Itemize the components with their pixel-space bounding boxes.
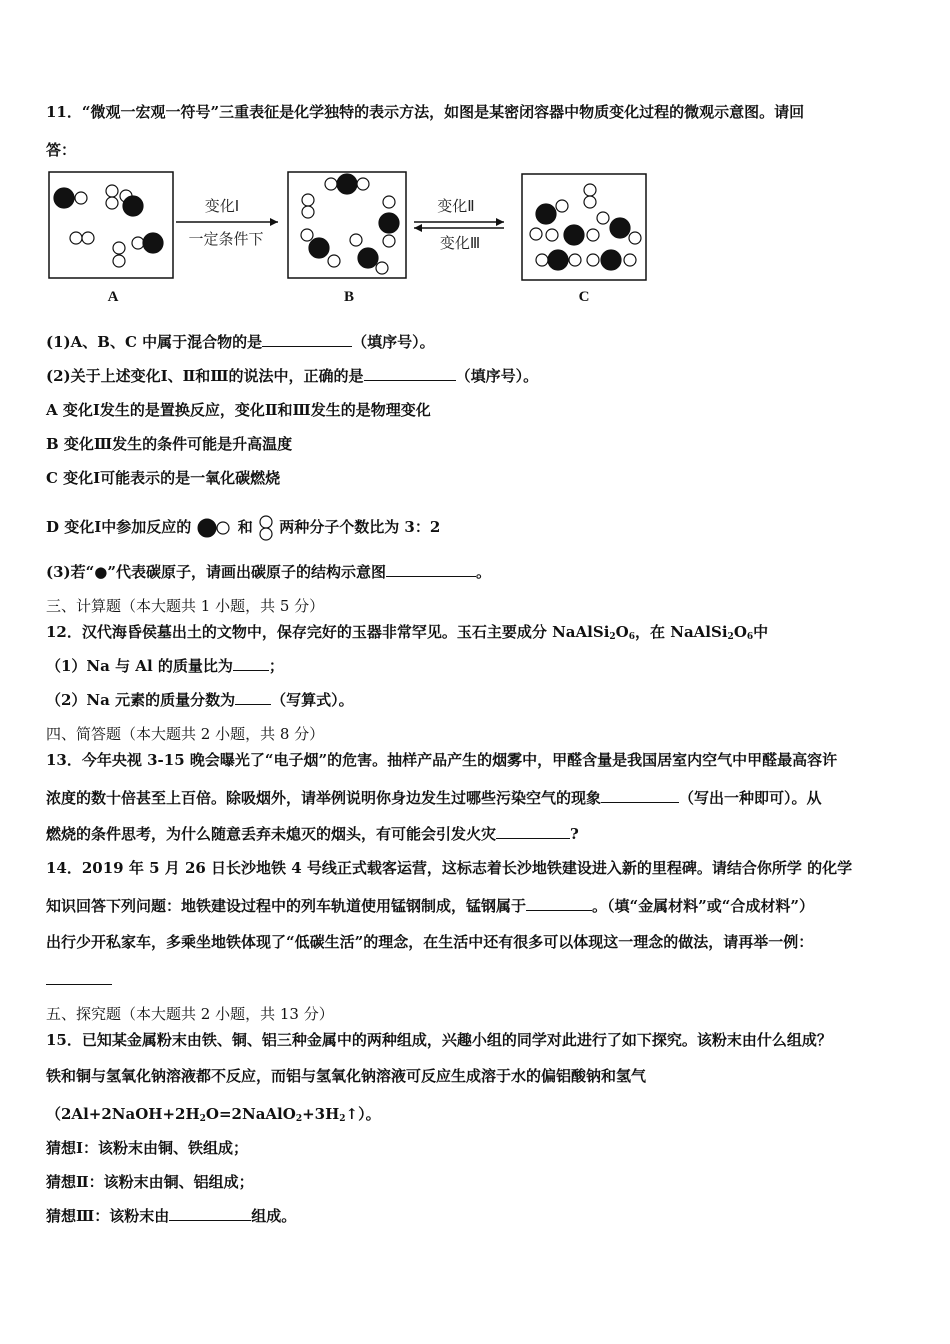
q15-guess3-blank[interactable] (169, 1206, 251, 1221)
q14-blank1[interactable] (526, 896, 592, 911)
q12-part1-pre: （1）Na 与 Al 的质量比为 (46, 657, 233, 675)
q13-blank1[interactable] (601, 788, 679, 803)
q15-eq-sub2: 2 (295, 1114, 303, 1124)
q14-line2-pre: 知识回答下列问题：地铁建设过程中的列车轨道使用锰钢制成，锰钢属于 (46, 897, 527, 915)
q14-line3: 出行少开私家车，多乘坐地铁体现了“低碳生活”的理念，在生活中还有很多可以体现这一理念的做法，请再举一例： (46, 933, 814, 951)
q14-line2 (46, 896, 814, 916)
q12-part1-blank[interactable] (233, 656, 269, 671)
q12-stem-3: 中 (753, 623, 769, 641)
q12-part2-pre: （2）Na 元素的质量分数为 (46, 691, 236, 709)
q13-line3-post: ? (570, 825, 579, 843)
q11-sub3 (46, 562, 491, 582)
q11-option-d-mid: 和 (237, 518, 253, 536)
q13-line3 (46, 824, 579, 844)
q11-sub2-post: （填序号）。 (455, 367, 539, 385)
q11-sub3-post: 。 (475, 563, 491, 581)
q12-sub-6a: 6 (628, 632, 636, 642)
q13-line2-post: （写出一种即可）。从 (679, 789, 822, 807)
q14-line1: 14．2019 年 5 月 26 日长沙地铁 4 号线正式载客运营，这标志着长沙地铁建设进入新的里程碑。请结合你所学 的化学 (46, 859, 853, 877)
q12-sub-2b: 2 (727, 632, 734, 642)
q15-line2: 铁和铜与氢氧化钠溶液都不反应，而铝与氢氧化钠溶液可反应生成溶于水的偏铝酸钠和氢气 (46, 1067, 647, 1085)
q13-line1: 13．今年央视 3-15 晚会曝光了“电子烟”的危害。抽样产品产生的烟雾中，甲醛含量是我国居室内空气中甲醛最高容许 (46, 751, 838, 769)
o2-molecule-icon (258, 514, 274, 542)
q11-option-d-pre: D 变化Ⅰ中参加反应的 (46, 518, 192, 536)
q11-sub1 (46, 332, 435, 352)
q15-eq-1: （2Al+2NaOH+2H (46, 1105, 200, 1123)
q11-option-a: A 变化Ⅰ发生的是置换反应，变化Ⅱ和Ⅲ发生的是物理变化 (46, 401, 431, 419)
q11-option-c: C 变化Ⅰ可能表示的是一氧化碳燃烧 (46, 469, 281, 487)
arrow1-top-label: 变化Ⅰ (204, 197, 240, 215)
q11-intro-cont-text: 答： (46, 141, 77, 159)
q15-line1: 15．已知某金属粉末由铁、铜、铝三种金属中的两种组成，兴趣小组的同学对此进行了如下探究。该粉末由什么组成？ (46, 1031, 832, 1049)
molecule-diagram (46, 168, 676, 308)
q12-sub-6b: 6 (746, 632, 754, 642)
section-3-title: 三、计算题（本大题共 1 小题，共 5 分） (46, 597, 325, 615)
q14-line4 (46, 970, 112, 990)
q11-sub1-blank[interactable] (262, 332, 352, 347)
arrow1-bottom-label: 一定条件下 (188, 230, 264, 248)
q15-guess2: 猜想Ⅱ：该粉末由铜、铝组成； (46, 1173, 254, 1191)
box-c-molecules (530, 184, 641, 270)
q14-line2-post: 。（填“金属材料”或“合成材料”） (592, 897, 815, 915)
q15-eq-sub3: 2 (339, 1114, 346, 1124)
box-a-molecules (54, 185, 163, 267)
box-c-label: C (578, 289, 590, 305)
q15-equation (46, 1104, 381, 1129)
q11-sub3-blank[interactable] (386, 562, 476, 577)
q12-part2 (46, 690, 354, 710)
arrow2-top-label: 变化Ⅱ (437, 197, 475, 215)
q11-sub1-post: （填序号）。 (352, 333, 435, 351)
q12-stem-1: 12．汉代海昏侯墓出土的文物中，保存完好的玉器非常罕见。玉石主要成分 NaAlSi (46, 623, 610, 641)
q12-o-b: O (733, 623, 747, 641)
q12-part1 (46, 656, 284, 676)
box-a-label: A (107, 289, 119, 305)
q15-guess3 (46, 1206, 296, 1226)
box-b-molecules (301, 174, 399, 274)
q12-stem (46, 622, 768, 647)
q13-blank2[interactable] (496, 824, 570, 839)
q14-blank2[interactable] (46, 970, 112, 985)
q15-eq-3: +3H (302, 1105, 340, 1123)
q11-intro (46, 102, 804, 122)
q11-sub3-pre: (3)若“●”代表碳原子，请画出碳原子的结构示意图 (46, 563, 386, 581)
q11-option-d-post: 两种分子个数比为 3：2 (279, 518, 441, 536)
section-4-title: 四、简答题（本大题共 2 小题，共 8 分） (46, 725, 325, 743)
q11-sub1-pre: (1)A、B、C 中属于混合物的是 (46, 333, 263, 351)
q15-eq-2: O=2NaAlO (205, 1105, 296, 1123)
box-b-label: B (343, 289, 355, 305)
arrow2-head (496, 218, 504, 226)
q12-o-a: O (615, 623, 629, 641)
q13-line3-pre: 燃烧的条件思考，为什么随意丢弃未熄灭的烟头，有可能会引发火灾 (46, 825, 497, 843)
q11-intro-cont (46, 140, 76, 160)
q15-eq-sub1: 2 (199, 1114, 206, 1124)
q15-guess1: 猜想Ⅰ：该粉末由铜、铁组成； (46, 1139, 249, 1157)
q11-sub2 (46, 366, 538, 386)
co-molecule-icon (196, 517, 232, 539)
q15-guess3-pre: 猜想Ⅲ：该粉末由 (46, 1207, 170, 1225)
q11-option-b: B 变化Ⅲ发生的条件可能是升高温度 (46, 435, 293, 453)
q11-intro-text: 11．“微观一宏观一符号”三重表征是化学独特的表示方法，如图是某密闭容器中物质变化过程的微观示意图。请回 (46, 103, 805, 121)
q12-part2-blank[interactable] (235, 690, 271, 705)
q12-part2-post: （写算式）。 (271, 691, 354, 709)
arrow3-bottom-label: 变化Ⅲ (439, 234, 481, 252)
section-5-title: 五、探究题（本大题共 2 小题，共 13 分） (46, 1005, 334, 1023)
q13-line2-pre: 浓度的数十倍甚至上百倍。除吸烟外，请举例说明你身边发生过哪些污染空气的现象 (46, 789, 602, 807)
q13-line2 (46, 788, 822, 808)
q11-sub2-blank[interactable] (364, 366, 456, 381)
arrow3-head (414, 224, 422, 232)
arrow1-head (270, 218, 278, 226)
q12-part1-post: ； (268, 657, 284, 675)
q15-guess3-post: 组成。 (251, 1207, 297, 1225)
q11-sub2-pre: (2)关于上述变化Ⅰ、Ⅱ和Ⅲ的说法中，正确的是 (46, 367, 364, 385)
q11-option-d (46, 514, 440, 542)
q12-sub-2a: 2 (609, 632, 616, 642)
q15-eq-4: ↑）。 (345, 1105, 381, 1123)
q12-stem-2: ，在 NaAlSi (635, 623, 728, 641)
